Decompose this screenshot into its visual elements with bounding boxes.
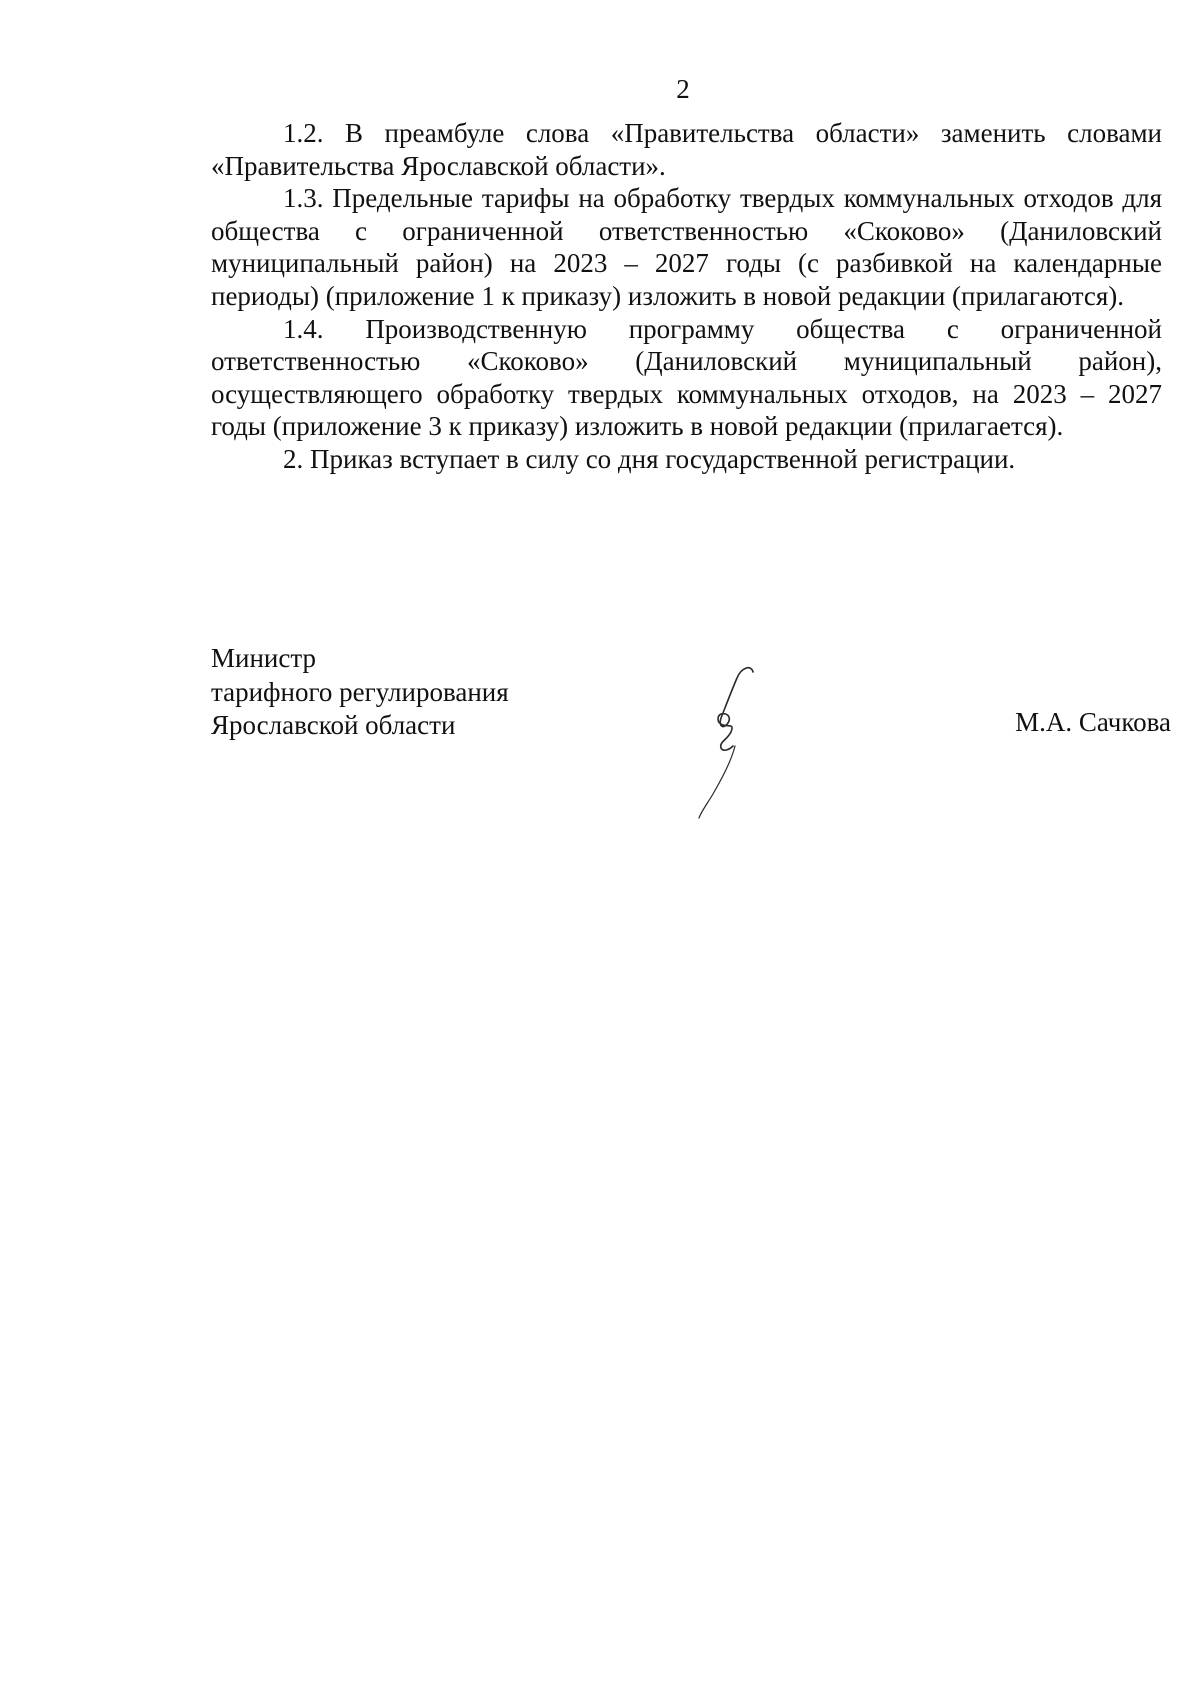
paragraph-1-4: 1.4. Производственную программу общества с ограниченной ответственностью «Скоково» (Даниловский муниципальный район), осуществляющего обработку твердых коммунальных отходов, на 2023 – 2027 годы (приложение 3 к приказу) изложить в новой редакции (прилагается). xyxy=(211,313,1162,442)
signatory-name: М.А. Сачкова xyxy=(1015,707,1171,737)
signature-stroke xyxy=(718,668,753,750)
handwritten-signature-icon xyxy=(691,662,791,842)
paragraph-1-3: 1.3. Предельные тарифы на обработку твердых коммунальных отходов для общества с ограниченной ответственностью «Скоково» (Даниловский муниципальный район) на 2023 – 2027 годы (с разбивкой на календарные периоды) (приложение 1 к приказу) изложить в новой редакции (прилагаются). xyxy=(211,183,1162,311)
position-line: Министр xyxy=(211,643,316,673)
signature-block xyxy=(211,642,1171,842)
signatory-position xyxy=(211,642,509,743)
paragraph-1-2: 1.2. В преамбуле слова «Правительства области» заменить словами «Правительства Ярославской области». xyxy=(211,118,1162,181)
paragraph-2: 2. Приказ вступает в силу со дня государственной регистрации. xyxy=(283,443,1016,474)
position-line: тарифного регулирования xyxy=(211,676,509,707)
page-number: 2 xyxy=(676,74,690,104)
position-line: Ярославской области xyxy=(211,710,456,740)
document-body xyxy=(211,117,1162,476)
signature-tail xyxy=(699,746,735,818)
